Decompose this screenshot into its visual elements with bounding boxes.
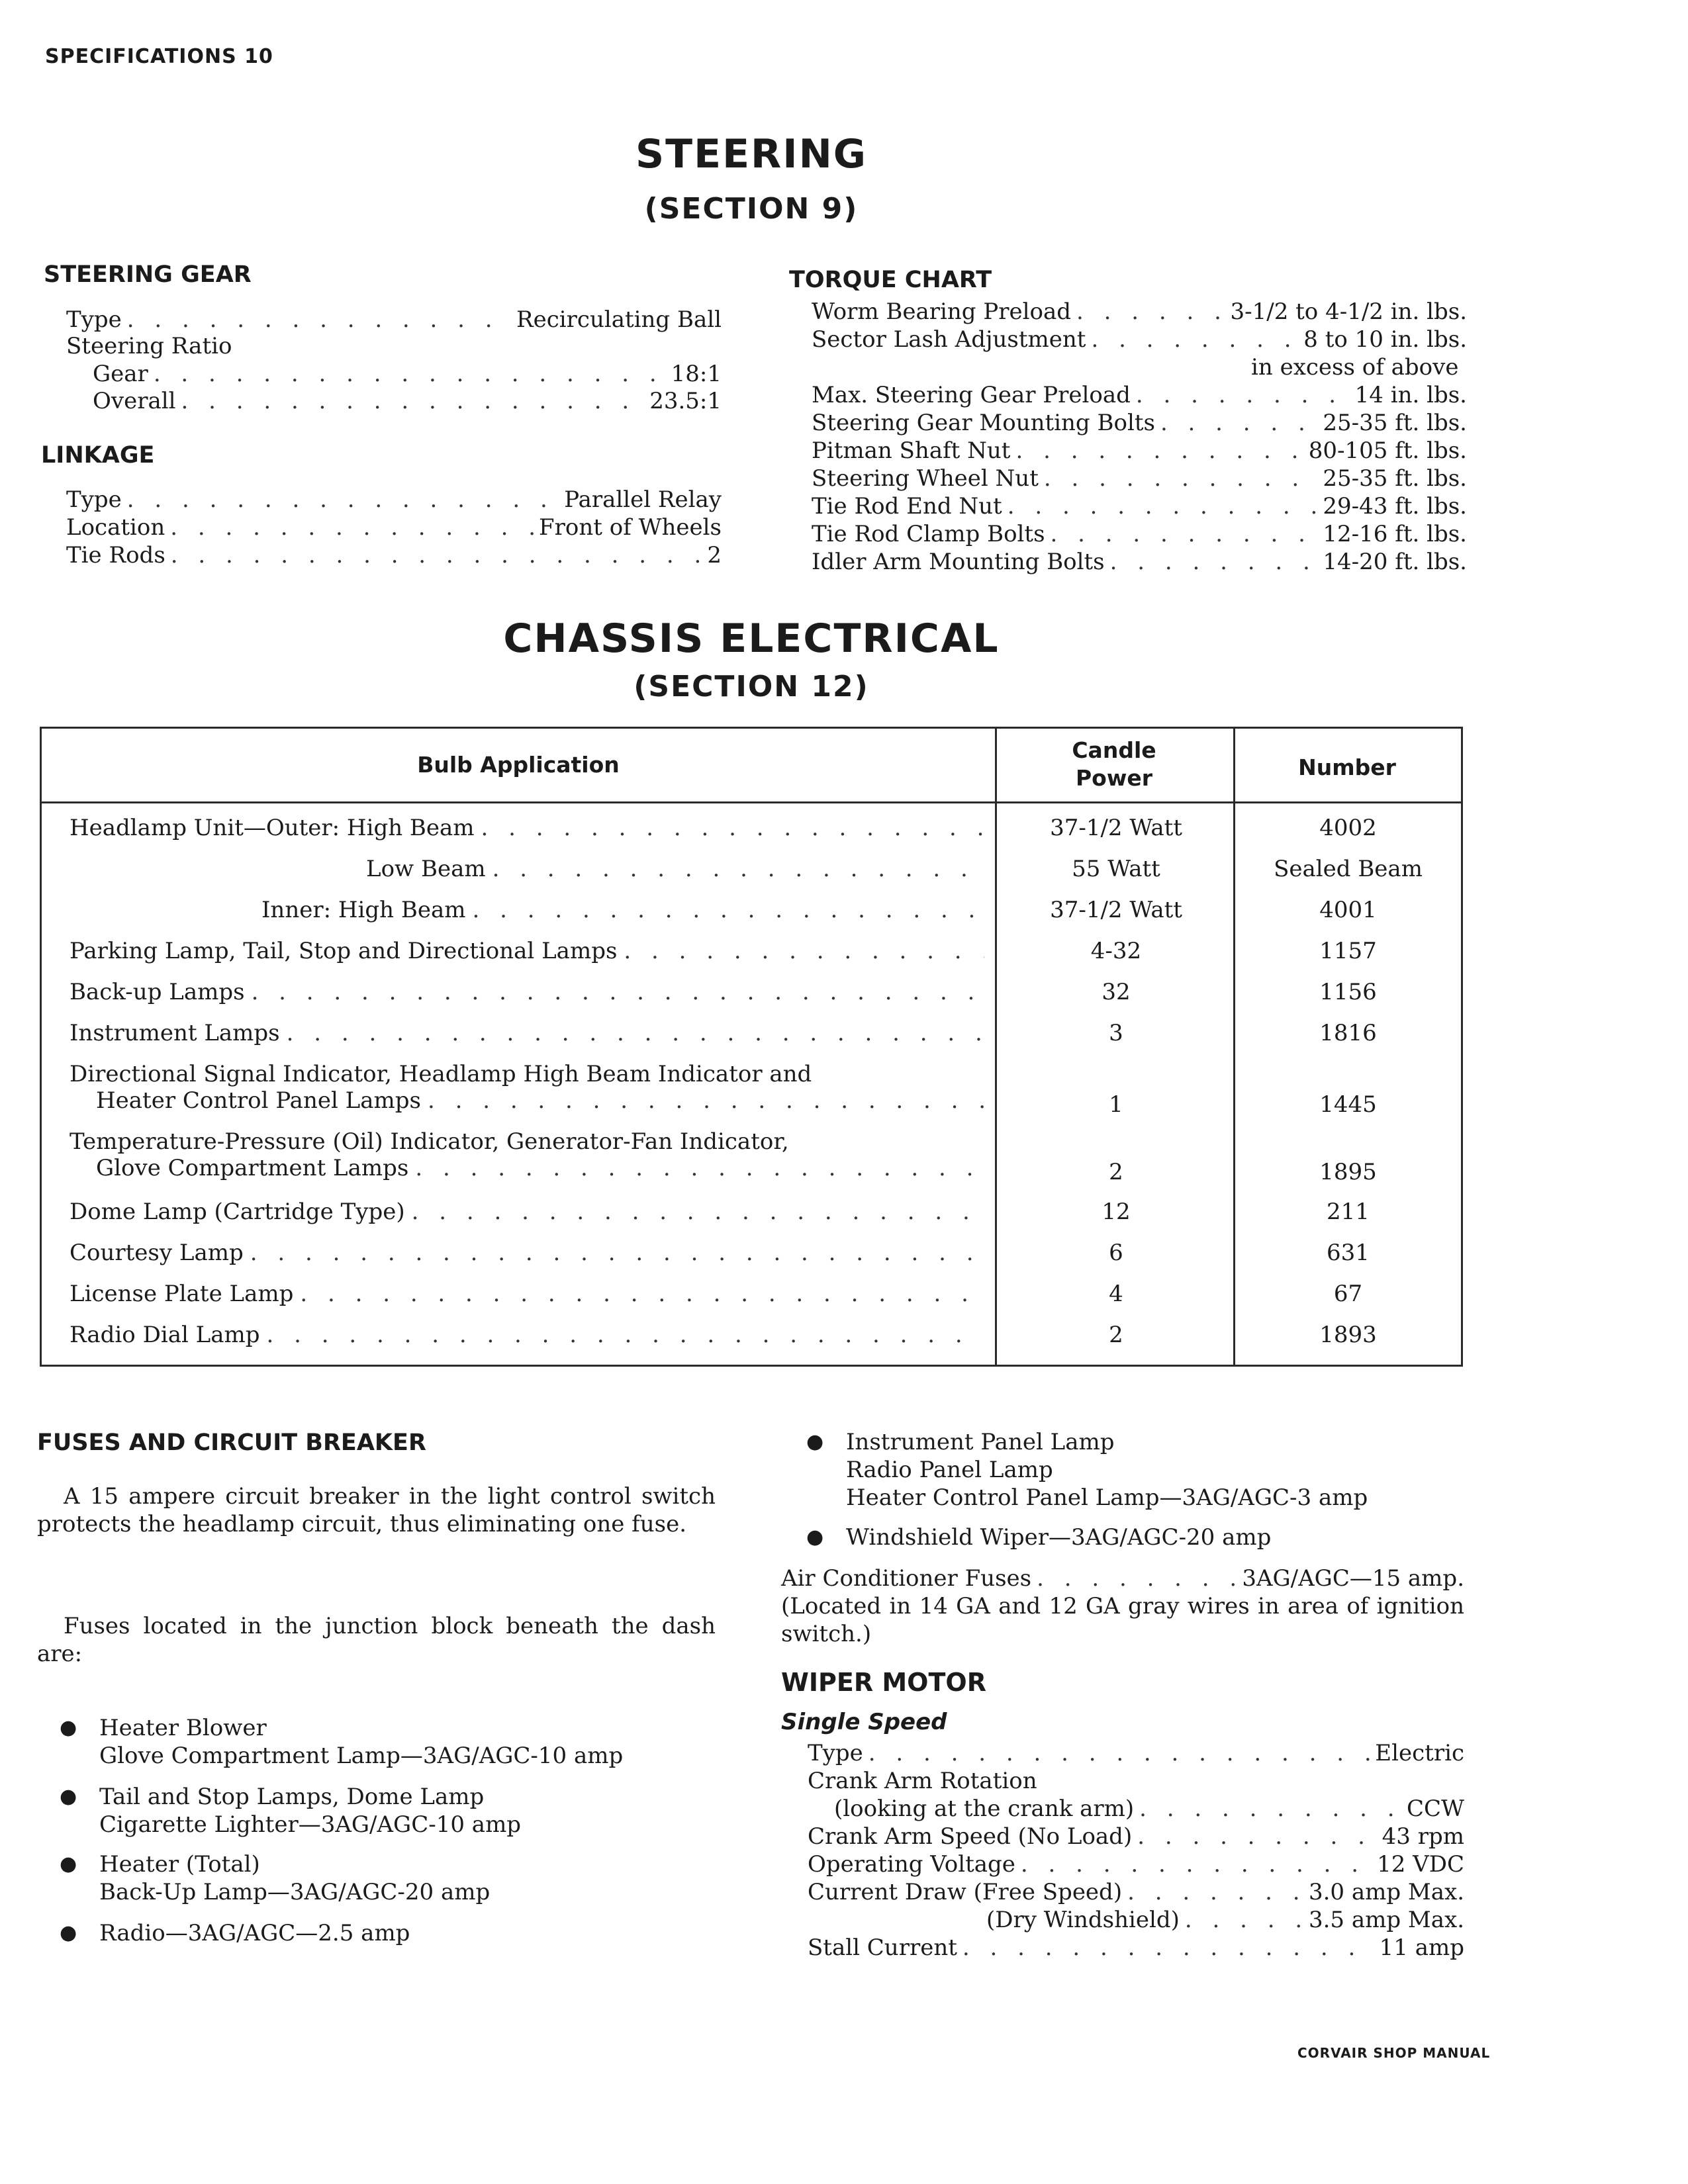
steering-title: STEERING — [635, 131, 868, 177]
table-row — [42, 1061, 1461, 1127]
bulb-number: 1157 — [1319, 938, 1377, 964]
spec-label: Type — [66, 306, 122, 333]
spec-row — [808, 1934, 1464, 1962]
steering-gear-heading: STEERING GEAR — [44, 261, 252, 288]
bulb-number: 1445 — [1319, 1091, 1377, 1118]
bulb-number: 1156 — [1319, 979, 1377, 1005]
candle-power: 2 — [1109, 1322, 1123, 1348]
spec-label: Type — [808, 1740, 863, 1766]
candle-power: 4-32 — [1090, 938, 1142, 964]
spec-row — [66, 541, 722, 569]
spec-value: 3.5 amp Max. — [1308, 1907, 1464, 1933]
spec-value: 43 rpm — [1382, 1823, 1464, 1850]
spec-label: Operating Voltage — [808, 1851, 1015, 1878]
bulb-number: Sealed Beam — [1274, 856, 1423, 882]
candle-power: 3 — [1109, 1020, 1123, 1046]
ac-fuse-note: (Located in 14 GA and 12 GA gray wires in area of ignition switch.) — [781, 1593, 1464, 1647]
spec-row — [812, 548, 1467, 576]
fuse-list-item: ● Instrument Panel Lamp Radio Panel Lamp Heater Control Panel Lamp—3AG/AGC-3 amp — [806, 1429, 1368, 1511]
spec-value: 25-35 ft. lbs. — [1323, 465, 1467, 492]
candle-power: 2 — [1109, 1159, 1123, 1185]
spec-row — [66, 306, 722, 334]
spec-value: 3-1/2 to 4-1/2 in. lbs. — [1230, 298, 1467, 325]
spec-value: 8 to 10 in. lbs. — [1303, 326, 1467, 353]
table-row — [42, 1322, 1461, 1363]
spec-label: (looking at the crank arm) — [834, 1796, 1135, 1822]
spec-row — [812, 465, 1467, 492]
fuses-heading: FUSES AND CIRCUIT BREAKER — [37, 1430, 426, 1456]
spec-row — [808, 1739, 1464, 1767]
spec-row — [812, 326, 1467, 353]
spec-label: Type — [66, 486, 122, 513]
spec-label: Air Conditioner Fuses — [781, 1565, 1032, 1592]
spec-value: 18:1 — [671, 361, 722, 387]
spec-label: Tie Rod Clamp Bolts — [812, 521, 1045, 547]
bulb-table — [40, 727, 1463, 1367]
spec-value: Front of Wheels — [539, 514, 722, 541]
column-header-number: Number — [1298, 754, 1396, 780]
table-row — [42, 1240, 1461, 1281]
candle-power: 6 — [1109, 1240, 1123, 1266]
spec-label: Steering Gear Mounting Bolts — [812, 410, 1155, 436]
table-row — [42, 979, 1461, 1020]
bulb-application: Inner: High Beam — [261, 897, 466, 923]
spec-value: 80-105 ft. lbs. — [1308, 437, 1467, 464]
spec-label: Overall — [93, 388, 176, 414]
bulb-application: Instrument Lamps — [70, 1020, 280, 1046]
spec-label: Steering Wheel Nut — [812, 465, 1039, 492]
steering-section: (SECTION 9) — [644, 192, 859, 226]
spec-row — [986, 1906, 1464, 1934]
table-row — [42, 897, 1461, 938]
fuse-list-item: ● Radio—3AG/AGC—2.5 amp — [60, 1920, 410, 1946]
spec-row — [812, 298, 1467, 326]
linkage-heading: LINKAGE — [41, 442, 155, 469]
bulb-application-line: Directional Signal Indicator, Headlamp High Beam Indicator and — [70, 1061, 812, 1087]
spec-row — [812, 409, 1467, 437]
spec-row — [812, 492, 1467, 520]
steering-ratio-label: Steering Ratio — [66, 333, 232, 359]
fuse-list-item: ● Heater (Total) Back-Up Lamp—3AG/AGC-20 amp — [60, 1851, 491, 1905]
spec-value: Electric — [1375, 1740, 1464, 1766]
spec-value: 3.0 amp Max. — [1308, 1879, 1464, 1905]
candle-power: 37-1/2 Watt — [1050, 897, 1182, 923]
fuses-paragraph: A 15 ampere circuit breaker in the light control switch protects the headlamp circuit, thus eliminating one fuse. — [37, 1483, 716, 1537]
fuse-list-item: ● Heater Blower Glove Compartment Lamp—3AG/AGC-10 amp — [60, 1715, 624, 1769]
spec-label: Pitman Shaft Nut — [812, 437, 1011, 464]
spec-row — [812, 437, 1467, 465]
spec-value: 23.5:1 — [649, 388, 722, 414]
bulb-application: Parking Lamp, Tail, Stop and Directional Lamps — [70, 938, 618, 964]
spec-value: 11 amp — [1379, 1934, 1464, 1961]
table-row — [42, 1128, 1461, 1195]
bulb-number: 211 — [1327, 1199, 1370, 1225]
bulb-number: 1893 — [1319, 1322, 1377, 1348]
sector-lash-note: in excess of above — [1251, 354, 1459, 381]
spec-row — [812, 520, 1467, 548]
spec-row — [834, 1795, 1464, 1823]
wiper-motor-heading: WIPER MOTOR — [781, 1668, 986, 1697]
column-header-application: Bulb Application — [417, 752, 620, 778]
bulb-application: Glove Compartment Lamps — [96, 1155, 409, 1181]
spec-label: Gear — [93, 361, 148, 387]
spec-value: Parallel Relay — [564, 486, 722, 513]
spec-value: 2 — [707, 542, 722, 569]
table-row — [42, 1020, 1461, 1061]
candle-power: 37-1/2 Watt — [1050, 815, 1182, 841]
bulb-number: 4002 — [1319, 815, 1377, 841]
spec-value: CCW — [1407, 1796, 1464, 1822]
torque-chart-heading: TORQUE CHART — [789, 267, 992, 293]
fuse-list-item: ● Windshield Wiper—3AG/AGC-20 amp — [806, 1524, 1272, 1551]
candle-power: 12 — [1102, 1199, 1131, 1225]
spec-value: Recirculating Ball — [516, 306, 722, 333]
bulb-application: License Plate Lamp — [70, 1281, 294, 1307]
spec-value: 3AG/AGC—15 amp. — [1242, 1565, 1464, 1592]
spec-row — [808, 1878, 1464, 1906]
spec-label: Sector Lash Adjustment — [812, 326, 1086, 353]
candle-power: 55 Watt — [1072, 856, 1160, 882]
spec-label: Stall Current — [808, 1934, 957, 1961]
bulb-number: 631 — [1327, 1240, 1370, 1266]
spec-label: Location — [66, 514, 165, 541]
spec-value: 12 VDC — [1377, 1851, 1464, 1878]
table-row — [42, 938, 1461, 979]
spec-row — [93, 387, 722, 415]
spec-value: 25-35 ft. lbs. — [1323, 410, 1467, 436]
spec-value: 14 in. lbs. — [1354, 382, 1467, 408]
spec-row — [66, 514, 722, 541]
bulb-application: Courtesy Lamp — [70, 1240, 244, 1266]
bulb-number: 1816 — [1319, 1020, 1377, 1046]
spec-row — [812, 381, 1467, 409]
spec-label: Tie Rod End Nut — [812, 493, 1002, 520]
page-footer: CORVAIR SHOP MANUAL — [1297, 2045, 1491, 2061]
spec-row — [66, 486, 722, 514]
page-header: SPECIFICATIONS 10 — [45, 45, 273, 68]
column-header-power: Power — [1076, 765, 1152, 791]
spec-row — [781, 1565, 1464, 1592]
candle-power: 4 — [1109, 1281, 1123, 1307]
spec-row — [808, 1823, 1464, 1850]
column-header-candle: Candle — [1072, 737, 1156, 763]
spec-row — [93, 360, 722, 388]
table-row — [42, 815, 1461, 856]
bulb-application: Back-up Lamps — [70, 979, 245, 1005]
bulb-application: Heater Control Panel Lamps — [96, 1087, 421, 1114]
bulb-application: Low Beam — [366, 856, 486, 882]
bulb-number: 4001 — [1319, 897, 1377, 923]
chassis-electrical-section: (SECTION 12) — [633, 670, 869, 704]
table-row — [42, 856, 1461, 897]
bulb-number: 67 — [1333, 1281, 1363, 1307]
table-row — [42, 1199, 1461, 1240]
spec-value: 14-20 ft. lbs. — [1323, 549, 1467, 575]
spec-value: 12-16 ft. lbs. — [1323, 521, 1467, 547]
chassis-electrical-title: CHASSIS ELECTRICAL — [503, 615, 1000, 662]
fuses-paragraph: Fuses located in the junction block beneath the dash are: — [37, 1613, 716, 1667]
bulb-application: Dome Lamp (Cartridge Type) — [70, 1199, 405, 1225]
table-row — [42, 1281, 1461, 1322]
bulb-application: Radio Dial Lamp — [70, 1322, 260, 1348]
spec-label: Current Draw (Free Speed) — [808, 1879, 1123, 1905]
spec-label: Worm Bearing Preload — [812, 298, 1072, 325]
candle-power: 32 — [1102, 979, 1131, 1005]
wiper-subheading: Single Speed — [781, 1709, 947, 1735]
fuse-list-item: ● Tail and Stop Lamps, Dome Lamp Cigarette Lighter—3AG/AGC-10 amp — [60, 1784, 522, 1838]
spec-label: Crank Arm Speed (No Load) — [808, 1823, 1133, 1850]
spec-label: (Dry Windshield) — [986, 1907, 1180, 1933]
spec-value: 29-43 ft. lbs. — [1323, 493, 1467, 520]
spec-label: Max. Steering Gear Preload — [812, 382, 1131, 408]
spec-label: Tie Rods — [66, 542, 165, 569]
bulb-number: 1895 — [1319, 1159, 1377, 1185]
bulb-application-line: Temperature-Pressure (Oil) Indicator, Generator-Fan Indicator, — [70, 1128, 789, 1155]
crank-arm-rotation-label: Crank Arm Rotation — [808, 1768, 1037, 1794]
candle-power: 1 — [1109, 1091, 1123, 1118]
bulb-application: Headlamp Unit—Outer: High Beam — [70, 815, 475, 841]
spec-label: Idler Arm Mounting Bolts — [812, 549, 1105, 575]
spec-row — [808, 1850, 1464, 1878]
